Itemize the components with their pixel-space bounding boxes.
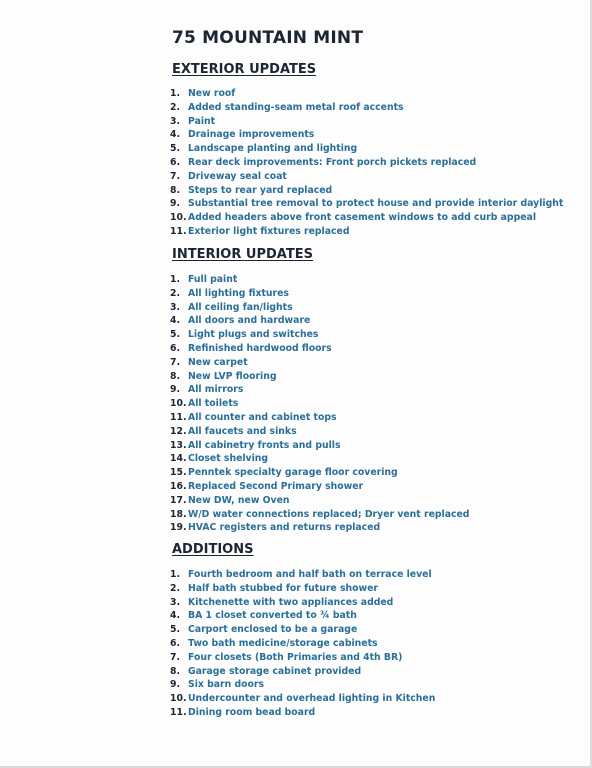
list-item-number: 15. — [170, 467, 187, 479]
list-item-label: Exterior light fixtures replaced — [188, 225, 350, 237]
list-item — [170, 287, 580, 301]
list-item-number: 10. — [170, 398, 187, 410]
list-item — [170, 665, 580, 679]
list-item — [170, 678, 580, 692]
list-item — [170, 568, 580, 582]
list-item — [170, 508, 580, 522]
list-item-number: 2. — [170, 582, 181, 594]
list-item-number: 6. — [170, 637, 181, 649]
list-item-number: 3. — [170, 115, 181, 127]
list-item-label: Penntek specialty garage floor covering — [188, 467, 398, 479]
list-item — [170, 87, 580, 101]
list-item-number: 7. — [170, 356, 181, 368]
interior-heading: INTERIOR UPDATES — [172, 247, 313, 262]
list-item-number: 11. — [170, 225, 187, 237]
list-item — [170, 383, 580, 397]
list-item-label: HVAC registers and returns replaced — [188, 522, 381, 534]
list-item-number: 8. — [170, 184, 181, 196]
list-item — [170, 494, 580, 508]
list-item-label: Half bath stubbed for future shower — [188, 582, 378, 594]
list-item-label: All lighting fixtures — [188, 287, 289, 299]
list-item — [170, 706, 580, 720]
list-item — [170, 211, 580, 225]
list-item — [170, 115, 580, 129]
list-item-number: 11. — [170, 411, 187, 423]
list-item-number: 9. — [170, 198, 181, 210]
list-item-label: Paint — [188, 115, 216, 127]
list-item — [170, 582, 580, 596]
list-item — [170, 142, 580, 156]
list-item-label: Fourth bedroom and half bath on terrace level — [188, 569, 432, 580]
list-item — [170, 425, 580, 439]
list-item-number: 14. — [170, 453, 187, 465]
list-item-label: BA 1 closet converted to ¾ bath — [188, 610, 357, 622]
list-item — [170, 370, 580, 384]
exterior-heading: EXTERIOR UPDATES — [172, 62, 317, 77]
additions-list — [170, 568, 580, 720]
interior-list — [170, 273, 580, 535]
list-item-label: All ceiling fan/lights — [188, 301, 293, 313]
list-item-label: Replaced Second Primary shower — [188, 480, 364, 492]
list-item-label: Steps to rear yard replaced — [188, 184, 333, 196]
list-item — [170, 480, 580, 494]
list-item — [170, 101, 580, 115]
exterior-list — [170, 87, 580, 239]
list-item-label: W/D water connections replaced; Dryer vent replaced — [188, 508, 470, 520]
list-item-number: 18. — [170, 508, 187, 520]
list-item — [170, 184, 580, 198]
list-item — [170, 197, 580, 211]
list-item-number: 5. — [170, 329, 181, 341]
list-item-number: 7. — [170, 651, 181, 663]
list-item-label: All mirrors — [188, 384, 244, 396]
list-item — [170, 651, 580, 665]
list-item-label: All toilets — [188, 398, 239, 410]
list-item-label: Undercounter and overhead lighting in Kitchen — [188, 693, 436, 705]
list-item — [170, 301, 580, 315]
list-item-label: Drainage improvements — [188, 129, 315, 141]
list-item-label: Garage storage cabinet provided — [188, 665, 362, 677]
list-item — [170, 637, 580, 651]
list-item-number: 3. — [170, 301, 181, 313]
list-item-label: New roof — [188, 88, 236, 99]
list-item-label: Added standing-seam metal roof accents — [188, 101, 404, 113]
additions-heading: ADDITIONS — [172, 542, 254, 557]
page-title: 75 MOUNTAIN MINT — [172, 28, 364, 48]
list-item — [170, 596, 580, 610]
list-item — [170, 170, 580, 184]
list-item — [170, 156, 580, 170]
list-item-label: New carpet — [188, 356, 248, 368]
list-item — [170, 225, 580, 239]
list-item — [170, 439, 580, 453]
list-item — [170, 273, 580, 287]
list-item-label: New LVP flooring — [188, 370, 277, 382]
list-item-number: 5. — [170, 143, 181, 155]
list-item — [170, 314, 580, 328]
list-item-number: 16. — [170, 480, 187, 492]
list-item-label: Refinished hardwood floors — [188, 342, 332, 354]
list-item — [170, 466, 580, 480]
list-item-number: 8. — [170, 370, 181, 382]
list-item — [170, 609, 580, 623]
list-item — [170, 397, 580, 411]
list-item-label: All cabinetry fronts and pulls — [188, 439, 341, 451]
list-item-number: 4. — [170, 315, 181, 327]
list-item-label: Light plugs and switches — [188, 329, 319, 341]
list-item-number: 6. — [170, 156, 181, 168]
list-item-number: 2. — [170, 287, 181, 299]
list-item-label: Four closets (Both Primaries and 4th BR) — [188, 651, 403, 663]
list-item-label: Rear deck improvements: Front porch pickets replaced — [188, 156, 477, 168]
list-item-number: 3. — [170, 596, 181, 608]
list-item-label: Added headers above front casement windows to add curb appeal — [188, 212, 537, 224]
list-item-label: All faucets and sinks — [188, 425, 297, 437]
list-item-label: Two bath medicine/storage cabinets — [188, 637, 378, 649]
list-item — [170, 411, 580, 425]
list-item-number: 4. — [170, 610, 181, 622]
list-item-label: Driveway seal coat — [188, 170, 287, 182]
list-item — [170, 356, 580, 370]
list-item-label: New DW, new Oven — [188, 494, 290, 506]
list-item-number: 1. — [170, 88, 181, 99]
list-item — [170, 452, 580, 466]
list-item-label: All counter and cabinet tops — [188, 411, 337, 423]
list-item-number: 9. — [170, 384, 181, 396]
list-item-label: Carport enclosed to be a garage — [188, 624, 358, 636]
list-item-number: 19. — [170, 522, 187, 534]
list-item-number: 4. — [170, 129, 181, 141]
list-item — [170, 692, 580, 706]
list-item-number: 10. — [170, 693, 187, 705]
list-item-number: 12. — [170, 425, 187, 437]
list-item-number: 7. — [170, 170, 181, 182]
list-item-number: 6. — [170, 342, 181, 354]
list-item-number: 8. — [170, 665, 181, 677]
list-item-number: 10. — [170, 212, 187, 224]
list-item — [170, 328, 580, 342]
list-item-label: Substantial tree removal to protect house and provide interior daylight — [188, 198, 564, 210]
list-item-number: 17. — [170, 494, 187, 506]
list-item-number: 9. — [170, 679, 181, 691]
list-item-number: 13. — [170, 439, 187, 451]
list-item-number: 2. — [170, 101, 181, 113]
list-item-number: 1. — [170, 274, 181, 285]
list-item — [170, 521, 580, 535]
list-item-number: 5. — [170, 624, 181, 636]
list-item-label: Kitchenette with two appliances added — [188, 596, 394, 608]
list-item-label: Landscape planting and lighting — [188, 143, 358, 155]
list-item-label: Full paint — [188, 274, 238, 285]
list-item-label: Closet shelving — [188, 453, 269, 465]
list-item-label: All doors and hardware — [188, 315, 311, 327]
list-item-label: Six barn doors — [188, 679, 265, 691]
list-item — [170, 342, 580, 356]
list-item — [170, 623, 580, 637]
list-item-number: 11. — [170, 706, 187, 718]
list-item — [170, 128, 580, 142]
list-item-label: Dining room bead board — [188, 706, 316, 718]
list-item-number: 1. — [170, 569, 181, 580]
